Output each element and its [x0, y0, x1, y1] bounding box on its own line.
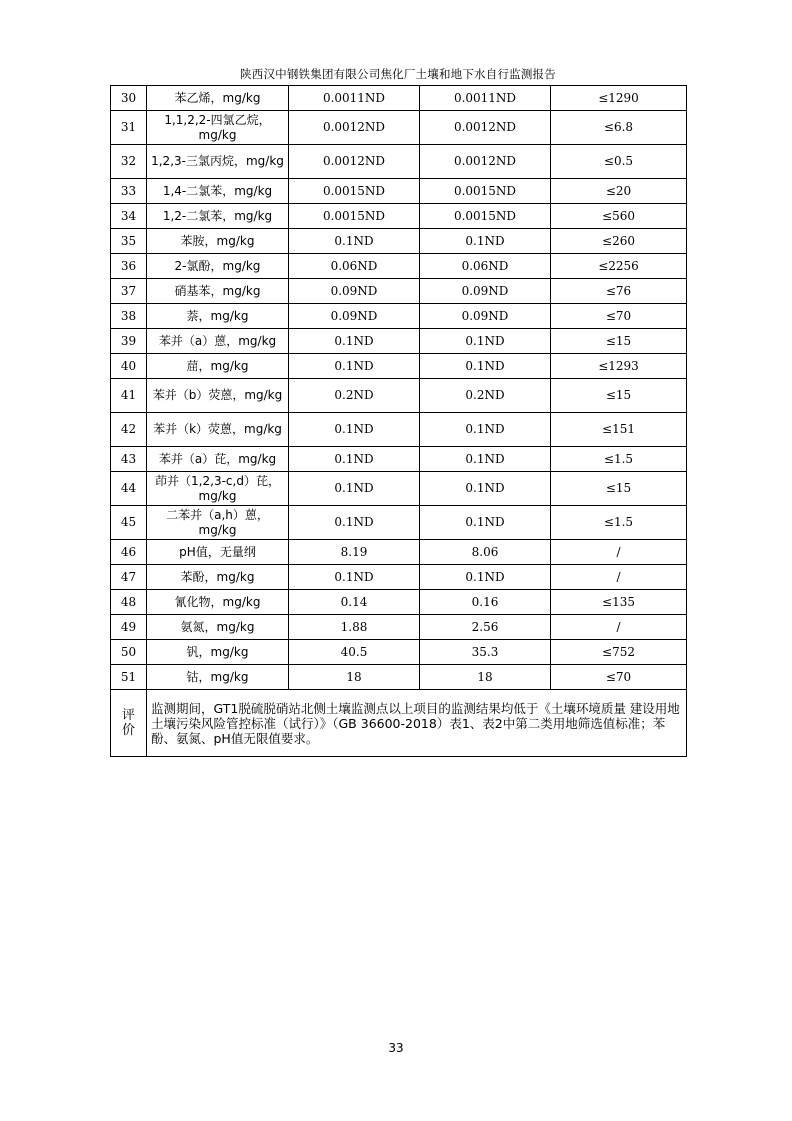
row-number-cell: 49	[111, 615, 147, 640]
row-number-cell: 45	[111, 506, 147, 540]
table-row	[111, 229, 687, 254]
row-number-cell: 48	[111, 590, 147, 615]
result-2-cell: 0.1ND	[420, 413, 551, 447]
limit-cell: ≤135	[551, 590, 687, 615]
table-row	[111, 665, 687, 690]
result-1-cell: 0.14	[289, 590, 420, 615]
table-row	[111, 413, 687, 447]
row-number-cell: 37	[111, 279, 147, 304]
result-1-cell: 0.06ND	[289, 254, 420, 279]
row-number-cell: 41	[111, 379, 147, 413]
limit-cell: ≤15	[551, 329, 687, 354]
row-number-cell: 38	[111, 304, 147, 329]
table-row	[111, 204, 687, 229]
limit-cell: ≤1293	[551, 354, 687, 379]
result-1-cell: 0.09ND	[289, 279, 420, 304]
result-2-cell: 0.1ND	[420, 329, 551, 354]
limit-cell: ≤2256	[551, 254, 687, 279]
result-2-cell: 0.0011ND	[420, 86, 551, 111]
evaluation-text: 监测期间，GT1脱硫脱硝站北侧土壤监测点以上项目的监测结果均低于《土壤环境质量 建设用地土壤污染风险管控标准（试行）》（GB 36600-2018）表1、表2中第二类用地筛选值标准；苯酚、氨氮、pH值无限值要求。	[147, 690, 687, 757]
result-1-cell: 0.0011ND	[289, 86, 420, 111]
limit-cell: ≤260	[551, 229, 687, 254]
evaluation-row	[111, 690, 687, 757]
row-number-cell: 43	[111, 447, 147, 472]
result-2-cell: 0.1ND	[420, 472, 551, 506]
item-name-cell: 苯并（b）荧蒽，mg/kg	[147, 379, 289, 413]
table-row	[111, 590, 687, 615]
item-name-cell: 1,4-二氯苯，mg/kg	[147, 179, 289, 204]
result-1-cell: 0.0012ND	[289, 145, 420, 179]
item-name-cell: pH值，无量纲	[147, 540, 289, 565]
item-name-cell: 硝基苯，mg/kg	[147, 279, 289, 304]
table-row	[111, 540, 687, 565]
result-2-cell: 0.09ND	[420, 279, 551, 304]
limit-cell: /	[551, 615, 687, 640]
row-number-cell: 33	[111, 179, 147, 204]
table-row	[111, 145, 687, 179]
result-2-cell: 0.1ND	[420, 506, 551, 540]
item-name-cell: 萘，mg/kg	[147, 304, 289, 329]
item-name-cell: 钴，mg/kg	[147, 665, 289, 690]
item-name-cell: 二苯并（a,h）蒽，mg/kg	[147, 506, 289, 540]
limit-cell: ≤560	[551, 204, 687, 229]
result-2-cell: 0.2ND	[420, 379, 551, 413]
row-number-cell: 46	[111, 540, 147, 565]
limit-cell: /	[551, 565, 687, 590]
result-1-cell: 0.0015ND	[289, 179, 420, 204]
result-1-cell: 0.1ND	[289, 229, 420, 254]
result-2-cell: 0.16	[420, 590, 551, 615]
table-row	[111, 354, 687, 379]
result-1-cell: 0.0012ND	[289, 111, 420, 145]
result-1-cell: 18	[289, 665, 420, 690]
evaluation-label: 评价	[111, 690, 147, 757]
result-1-cell: 0.1ND	[289, 354, 420, 379]
row-number-cell: 31	[111, 111, 147, 145]
table-row	[111, 506, 687, 540]
result-2-cell: 0.1ND	[420, 354, 551, 379]
item-name-cell: 1,2,3-三氯丙烷，mg/kg	[147, 145, 289, 179]
result-2-cell: 0.1ND	[420, 447, 551, 472]
result-1-cell: 0.1ND	[289, 413, 420, 447]
limit-cell: ≤752	[551, 640, 687, 665]
row-number-cell: 44	[111, 472, 147, 506]
table-row	[111, 447, 687, 472]
result-1-cell: 0.1ND	[289, 329, 420, 354]
page-header: 陕西汉中钢铁集团有限公司焦化厂土壤和地下水自行监测报告	[240, 67, 556, 81]
result-2-cell: 0.0012ND	[420, 145, 551, 179]
row-number-cell: 35	[111, 229, 147, 254]
table-row	[111, 279, 687, 304]
item-name-cell: 苯并（k）荧蒽，mg/kg	[147, 413, 289, 447]
item-name-cell: 苯并（a）蒽，mg/kg	[147, 329, 289, 354]
result-1-cell: 1.88	[289, 615, 420, 640]
limit-cell: ≤15	[551, 379, 687, 413]
item-name-cell: 钒，mg/kg	[147, 640, 289, 665]
table-row	[111, 86, 687, 111]
table-row	[111, 111, 687, 145]
row-number-cell: 39	[111, 329, 147, 354]
result-2-cell: 0.06ND	[420, 254, 551, 279]
row-number-cell: 47	[111, 565, 147, 590]
item-name-cell: 1,1,2,2-四氯乙烷，mg/kg	[147, 111, 289, 145]
item-name-cell: 苯并（a）芘，mg/kg	[147, 447, 289, 472]
result-1-cell: 40.5	[289, 640, 420, 665]
monitoring-results-table	[110, 85, 687, 757]
result-1-cell: 0.1ND	[289, 472, 420, 506]
limit-cell: /	[551, 540, 687, 565]
result-2-cell: 0.0015ND	[420, 179, 551, 204]
result-2-cell: 0.0012ND	[420, 111, 551, 145]
page-number: 33	[388, 1041, 404, 1055]
limit-cell: ≤1290	[551, 86, 687, 111]
row-number-cell: 34	[111, 204, 147, 229]
item-name-cell: 苯酚，mg/kg	[147, 565, 289, 590]
limit-cell: ≤6.8	[551, 111, 687, 145]
table-row	[111, 379, 687, 413]
result-1-cell: 0.1ND	[289, 565, 420, 590]
row-number-cell: 50	[111, 640, 147, 665]
item-name-cell: 䓛，mg/kg	[147, 354, 289, 379]
result-2-cell: 2.56	[420, 615, 551, 640]
limit-cell: ≤15	[551, 472, 687, 506]
result-1-cell: 8.19	[289, 540, 420, 565]
row-number-cell: 32	[111, 145, 147, 179]
result-2-cell: 0.0015ND	[420, 204, 551, 229]
limit-cell: ≤151	[551, 413, 687, 447]
item-name-cell: 氨氮，mg/kg	[147, 615, 289, 640]
row-number-cell: 40	[111, 354, 147, 379]
table-row	[111, 615, 687, 640]
limit-cell: ≤1.5	[551, 506, 687, 540]
item-name-cell: 茚并（1,2,3-c,d）芘，mg/kg	[147, 472, 289, 506]
limit-cell: ≤1.5	[551, 447, 687, 472]
table-row	[111, 640, 687, 665]
result-2-cell: 0.1ND	[420, 565, 551, 590]
result-2-cell: 0.1ND	[420, 229, 551, 254]
result-1-cell: 0.2ND	[289, 379, 420, 413]
limit-cell: ≤70	[551, 665, 687, 690]
item-name-cell: 2-氯酚，mg/kg	[147, 254, 289, 279]
limit-cell: ≤20	[551, 179, 687, 204]
table-row	[111, 254, 687, 279]
limit-cell: ≤0.5	[551, 145, 687, 179]
result-1-cell: 0.1ND	[289, 506, 420, 540]
row-number-cell: 42	[111, 413, 147, 447]
row-number-cell: 51	[111, 665, 147, 690]
table-row	[111, 304, 687, 329]
limit-cell: ≤76	[551, 279, 687, 304]
result-1-cell: 0.0015ND	[289, 204, 420, 229]
result-1-cell: 0.1ND	[289, 447, 420, 472]
item-name-cell: 苯胺，mg/kg	[147, 229, 289, 254]
table-body	[111, 86, 687, 757]
result-1-cell: 0.09ND	[289, 304, 420, 329]
table-row	[111, 329, 687, 354]
row-number-cell: 36	[111, 254, 147, 279]
result-2-cell: 35.3	[420, 640, 551, 665]
row-number-cell: 30	[111, 86, 147, 111]
limit-cell: ≤70	[551, 304, 687, 329]
item-name-cell: 1,2-二氯苯，mg/kg	[147, 204, 289, 229]
result-2-cell: 18	[420, 665, 551, 690]
table-row	[111, 565, 687, 590]
table-row	[111, 179, 687, 204]
result-2-cell: 8.06	[420, 540, 551, 565]
item-name-cell: 苯乙烯，mg/kg	[147, 86, 289, 111]
table-row	[111, 472, 687, 506]
result-2-cell: 0.09ND	[420, 304, 551, 329]
item-name-cell: 氰化物，mg/kg	[147, 590, 289, 615]
